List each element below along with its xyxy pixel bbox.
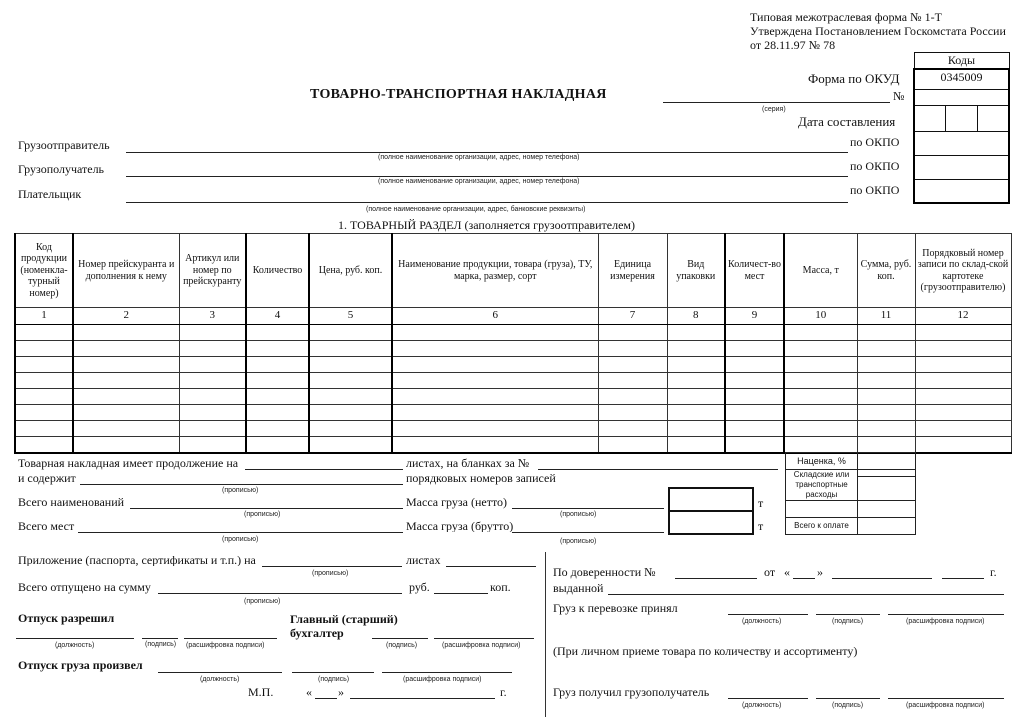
attachment-hint: (прописью): [312, 570, 349, 577]
table-cell[interactable]: [915, 421, 1011, 437]
personal-acceptance-note: (При личном приеме товара по количеству и ассортименту): [553, 644, 858, 658]
total-names-hint: (прописью): [244, 511, 281, 518]
proxy-from-label: от: [764, 565, 776, 579]
shipper-hint: (полное наименование организации, адрес, номер телефона): [378, 154, 580, 161]
table-row: [15, 357, 1011, 373]
chief-accountant-label: Главный (старший) бухгалтер: [290, 612, 398, 640]
table-row: [15, 325, 1011, 341]
accountant-decode-line[interactable]: [434, 638, 534, 639]
column-number-5: 5: [309, 308, 392, 325]
table-cell[interactable]: [857, 405, 915, 421]
number-code-cell[interactable]: [914, 89, 1009, 105]
net-mass-label: Масса груза (нетто): [406, 495, 508, 509]
column-number-6: 6: [392, 308, 598, 325]
date-label: Дата составления: [798, 114, 896, 129]
column-number-8: 8: [667, 308, 725, 325]
column-header-12: Порядковый номер записи по склад-ской картотеке (грузоотправителю): [915, 234, 1011, 308]
column-header-11: Сумма, руб. коп.: [857, 234, 915, 308]
table-cell[interactable]: [725, 357, 784, 373]
goods-table: [14, 233, 1012, 454]
form-type-line: Типовая межотраслевая форма № 1-Т: [750, 10, 942, 24]
date-month-cell[interactable]: [945, 105, 977, 131]
table-cell[interactable]: [784, 357, 857, 373]
codes-table: [913, 52, 1010, 204]
issued-label: выданной: [553, 581, 604, 595]
date-year-cell[interactable]: [978, 105, 1009, 131]
records-count-line[interactable]: [80, 484, 403, 485]
accepted-signature-line[interactable]: [816, 614, 880, 615]
accountant-decode-hint: (расшифровка подписи): [442, 642, 521, 649]
accepted-decode-line[interactable]: [888, 614, 1004, 615]
released-sum-label: Всего отпущено на сумму: [18, 580, 151, 594]
number-sign: №: [893, 89, 905, 103]
total-places-label: Всего мест: [18, 519, 75, 533]
net-mass-unit: т: [758, 496, 764, 510]
form-approval-line: Утверждена Постановлением Госкомстата России: [750, 25, 1006, 37]
stamp-label: М.П.: [248, 685, 274, 699]
table-cell[interactable]: [667, 421, 725, 437]
left-date-year: г.: [500, 685, 507, 699]
column-header-4: Количество: [246, 234, 309, 308]
records-in-words-hint: (прописью): [222, 487, 259, 494]
payment-summary-table: [785, 452, 916, 535]
left-date-quote-close: »: [338, 685, 344, 699]
gross-mass-unit: т: [758, 519, 764, 533]
table-cell[interactable]: [915, 357, 1011, 373]
proxy-quote-open: «: [784, 565, 790, 579]
table-row: [15, 437, 1011, 453]
consignee-line[interactable]: [126, 176, 848, 177]
consignee-hint: (полное наименование организации, адрес, номер телефона): [378, 178, 580, 185]
column-header-8: Вид упаковки: [667, 234, 725, 308]
table-cell[interactable]: [857, 421, 915, 437]
table-cell[interactable]: [179, 325, 246, 341]
accountant-signature-hint: (подпись): [386, 642, 418, 649]
markup-label: Наценка, %: [786, 453, 858, 470]
table-cell[interactable]: [725, 373, 784, 389]
proxy-year-label: г.: [990, 565, 997, 579]
okud-label: Форма по ОКУД: [808, 71, 900, 86]
table-cell[interactable]: [73, 341, 179, 357]
net-mass-line[interactable]: [512, 508, 664, 509]
release-made-decode-line[interactable]: [382, 672, 512, 673]
attachment-label: Приложение (паспорта, сертификаты и т.п.) на: [18, 554, 256, 566]
table-cell[interactable]: [246, 405, 309, 421]
total-label: Всего к оплате: [786, 518, 858, 535]
table-cell[interactable]: [309, 389, 392, 405]
release-allowed-position-hint: (должность): [55, 642, 95, 649]
document-title: ТОВАРНО-ТРАНСПОРТНАЯ НАКЛАДНАЯ: [310, 87, 607, 102]
release-made-decode-hint: (расшифровка подписи): [403, 676, 482, 683]
expenses-label: Складские или транспортные расходы: [786, 470, 858, 501]
table-cell[interactable]: [179, 405, 246, 421]
expenses-value-3[interactable]: [858, 501, 916, 518]
table-cell[interactable]: [15, 421, 73, 437]
attachment-sheets-label: листах: [406, 553, 441, 567]
column-number-2: 2: [73, 308, 179, 325]
rub-label: руб.: [409, 580, 430, 594]
released-sum-line[interactable]: [158, 593, 402, 594]
table-cell[interactable]: [598, 325, 667, 341]
table-cell[interactable]: [667, 405, 725, 421]
table-cell[interactable]: [309, 357, 392, 373]
gross-mass-box[interactable]: [669, 511, 753, 534]
table-cell[interactable]: [246, 325, 309, 341]
table-cell[interactable]: [392, 325, 598, 341]
attachment-extra-line[interactable]: [446, 566, 536, 567]
release-allowed-position-line[interactable]: [16, 638, 134, 639]
table-cell[interactable]: [179, 357, 246, 373]
table-row: [15, 421, 1011, 437]
proxy-number-line[interactable]: [675, 578, 757, 579]
column-header-2: Номер прейскуранта и дополнения к нему: [73, 234, 179, 308]
received-signature-hint: (подпись): [832, 702, 864, 709]
table-cell[interactable]: [15, 357, 73, 373]
gross-mass-line[interactable]: [512, 532, 664, 533]
table-cell[interactable]: [857, 437, 915, 453]
column-header-5: Цена, руб. коп.: [309, 234, 392, 308]
received-position-line[interactable]: [728, 698, 808, 699]
attachment-sheets-line[interactable]: [262, 566, 402, 567]
table-cell[interactable]: [392, 389, 598, 405]
table-cell[interactable]: [725, 421, 784, 437]
table-cell[interactable]: [857, 389, 915, 405]
release-made-signature-line[interactable]: [292, 672, 374, 673]
table-cell[interactable]: [915, 341, 1011, 357]
table-cell[interactable]: [598, 357, 667, 373]
column-header-7: Единица измерения: [598, 234, 667, 308]
column-number-12: 12: [915, 308, 1011, 325]
table-cell[interactable]: [73, 405, 179, 421]
column-header-1: Код продукции (номенкла-турный номер): [15, 234, 73, 308]
table-cell[interactable]: [725, 405, 784, 421]
sheets-forms-label: листах, на бланках за №: [406, 456, 530, 470]
table-cell[interactable]: [667, 341, 725, 357]
table-cell[interactable]: [392, 341, 598, 357]
column-number-3: 3: [179, 308, 246, 325]
table-cell[interactable]: [73, 373, 179, 389]
series-hint: (серия): [762, 106, 786, 113]
accepted-signature-hint: (подпись): [832, 618, 864, 625]
payer-hint: (полное наименование организации, адрес, банковские реквизиты): [366, 206, 586, 213]
table-cell[interactable]: [915, 437, 1011, 453]
proxy-quote-close: »: [817, 565, 823, 579]
table-cell[interactable]: [598, 341, 667, 357]
table-cell[interactable]: [725, 437, 784, 453]
table-cell[interactable]: [915, 405, 1011, 421]
received-decode-hint: (расшифровка подписи): [906, 702, 985, 709]
table-cell[interactable]: [392, 357, 598, 373]
table-cell[interactable]: [179, 421, 246, 437]
table-cell[interactable]: [667, 373, 725, 389]
total-value[interactable]: [858, 518, 916, 535]
contains-label: и содержит: [18, 471, 76, 485]
table-cell[interactable]: [309, 421, 392, 437]
table-cell[interactable]: [392, 437, 598, 453]
release-allowed-signature-hint: (подпись): [145, 641, 177, 648]
series-number-line[interactable]: [663, 102, 890, 103]
table-cell[interactable]: [246, 341, 309, 357]
table-cell[interactable]: [15, 373, 73, 389]
release-made-signature-hint: (подпись): [318, 676, 350, 683]
table-cell[interactable]: [15, 325, 73, 341]
table-cell[interactable]: [246, 437, 309, 453]
column-number-10: 10: [784, 308, 857, 325]
column-header-3: Артикул или номер по прейскуранту: [179, 234, 246, 308]
table-cell[interactable]: [784, 421, 857, 437]
accepted-position-line[interactable]: [728, 614, 808, 615]
payer-okpo-cell[interactable]: [914, 179, 1009, 203]
consignee-okpo-cell[interactable]: [914, 155, 1009, 179]
table-cell[interactable]: [857, 325, 915, 341]
table-cell[interactable]: [179, 341, 246, 357]
cargo-received-label: Груз получил грузополучатель: [553, 685, 710, 699]
left-date-month-line[interactable]: [350, 698, 495, 699]
net-mass-box[interactable]: [669, 488, 753, 511]
table-cell[interactable]: [784, 389, 857, 405]
release-allowed-decode-line[interactable]: [184, 638, 277, 639]
column-number-9: 9: [725, 308, 784, 325]
mass-boxes: [668, 487, 754, 535]
accountant-signature-line[interactable]: [372, 638, 428, 639]
table-cell[interactable]: [667, 437, 725, 453]
total-names-line[interactable]: [130, 508, 403, 509]
table-cell[interactable]: [784, 325, 857, 341]
shipper-line[interactable]: [126, 152, 848, 153]
expenses-value-1[interactable]: [858, 470, 916, 477]
serial-records-label: порядковых номеров записей: [406, 471, 556, 485]
table-cell[interactable]: [179, 389, 246, 405]
expenses-row-3: [786, 501, 858, 518]
consignee-label: Грузополучатель: [18, 162, 105, 176]
forms-number-line[interactable]: [538, 469, 778, 470]
column-header-6: Наименование продукции, товара (груза), ТУ, марка, размер, сорт: [392, 234, 598, 308]
released-sum-hint: (прописью): [244, 598, 281, 605]
gross-mass-label: Масса груза (брутто): [406, 520, 513, 532]
table-cell[interactable]: [598, 405, 667, 421]
okud-code: 0345009: [914, 69, 1009, 89]
cargo-accepted-label: Груз к перевозке принял: [553, 601, 678, 615]
form-date-line: от 28.11.97 № 78: [750, 38, 836, 52]
table-cell[interactable]: [73, 437, 179, 453]
table-row: [15, 389, 1011, 405]
proxy-day-line[interactable]: [793, 578, 815, 579]
table-cell[interactable]: [392, 405, 598, 421]
left-date-quote-open: «: [306, 685, 312, 699]
table-cell[interactable]: [915, 373, 1011, 389]
column-number-1: 1: [15, 308, 73, 325]
column-header-10: Масса, т: [784, 234, 857, 308]
payer-label: Плательщик: [18, 187, 82, 201]
continuation-sheets-line[interactable]: [245, 469, 403, 470]
table-cell[interactable]: [309, 325, 392, 341]
received-position-hint: (должность): [742, 702, 782, 709]
table-cell[interactable]: [309, 437, 392, 453]
table-cell[interactable]: [598, 389, 667, 405]
release-allowed-label: Отпуск разрешил: [18, 611, 115, 625]
table-cell[interactable]: [725, 325, 784, 341]
table-cell[interactable]: [725, 341, 784, 357]
shipper-okpo-cell[interactable]: [914, 131, 1009, 155]
total-places-hint: (прописью): [222, 536, 259, 543]
table-cell[interactable]: [246, 357, 309, 373]
gross-mass-hint: (прописью): [560, 538, 597, 545]
expenses-value-2[interactable]: [858, 477, 916, 501]
table-cell[interactable]: [784, 341, 857, 357]
table-cell[interactable]: [598, 437, 667, 453]
table-cell[interactable]: [784, 405, 857, 421]
table-cell[interactable]: [309, 405, 392, 421]
table-cell[interactable]: [246, 373, 309, 389]
table-cell[interactable]: [73, 421, 179, 437]
table-cell[interactable]: [784, 437, 857, 453]
table-cell[interactable]: [179, 373, 246, 389]
table-cell[interactable]: [179, 437, 246, 453]
payer-okpo-label: по ОКПО: [850, 183, 900, 197]
consignee-okpo-label: по ОКПО: [850, 159, 900, 173]
total-names-label: Всего наименований: [18, 495, 125, 509]
release-made-label: Отпуск груза произвел: [18, 658, 143, 672]
shipper-label: Грузоотправитель: [18, 138, 110, 152]
proxy-month-line[interactable]: [832, 578, 932, 579]
total-places-line[interactable]: [78, 532, 403, 533]
table-cell[interactable]: [15, 389, 73, 405]
release-allowed-signature-line[interactable]: [142, 638, 178, 639]
column-header-9: Количест-во мест: [725, 234, 784, 308]
left-date-day-line[interactable]: [315, 698, 337, 699]
table-cell[interactable]: [857, 357, 915, 373]
table-cell[interactable]: [667, 357, 725, 373]
column-number-11: 11: [857, 308, 915, 325]
kop-label: коп.: [490, 580, 511, 594]
net-mass-hint: (прописью): [560, 511, 597, 518]
received-decode-line[interactable]: [888, 698, 1004, 699]
footer-divider: [545, 552, 546, 717]
table-cell[interactable]: [73, 389, 179, 405]
column-number-4: 4: [246, 308, 309, 325]
table-cell[interactable]: [667, 389, 725, 405]
table-cell[interactable]: [15, 341, 73, 357]
table-cell[interactable]: [857, 373, 915, 389]
section-title: 1. ТОВАРНЫЙ РАЗДЕЛ (заполняется грузоотправителем): [338, 218, 635, 232]
table-cell[interactable]: [392, 421, 598, 437]
accepted-decode-hint: (расшифровка подписи): [906, 618, 985, 625]
accepted-position-hint: (должность): [742, 618, 782, 625]
continuation-label: Товарная накладная имеет продолжение на: [18, 456, 239, 470]
table-cell[interactable]: [309, 341, 392, 357]
issued-line[interactable]: [608, 594, 1004, 595]
table-cell[interactable]: [73, 357, 179, 373]
table-row: [15, 405, 1011, 421]
markup-value[interactable]: [858, 453, 916, 470]
date-day-cell[interactable]: [914, 105, 945, 131]
proxy-year-line[interactable]: [942, 578, 984, 579]
release-made-position-line[interactable]: [158, 672, 282, 673]
table-row: [15, 373, 1011, 389]
kop-line[interactable]: [434, 593, 488, 594]
table-cell[interactable]: [73, 325, 179, 341]
table-cell[interactable]: [246, 389, 309, 405]
table-cell[interactable]: [915, 325, 1011, 341]
table-cell[interactable]: [667, 325, 725, 341]
release-allowed-decode-hint: (расшифровка подписи): [186, 642, 265, 649]
table-cell[interactable]: [598, 421, 667, 437]
table-row: [15, 341, 1011, 357]
release-made-position-hint: (должность): [200, 676, 240, 683]
table-cell[interactable]: [392, 373, 598, 389]
table-cell[interactable]: [598, 373, 667, 389]
proxy-label: По доверенности №: [553, 565, 656, 579]
table-cell[interactable]: [857, 341, 915, 357]
table-cell[interactable]: [246, 421, 309, 437]
column-number-7: 7: [598, 308, 667, 325]
table-cell[interactable]: [15, 437, 73, 453]
table-cell[interactable]: [784, 373, 857, 389]
codes-title: Коды: [914, 53, 1009, 70]
table-cell[interactable]: [309, 373, 392, 389]
table-cell[interactable]: [915, 389, 1011, 405]
shipper-okpo-label: по ОКПО: [850, 135, 900, 149]
received-signature-line[interactable]: [816, 698, 880, 699]
table-cell[interactable]: [15, 405, 73, 421]
payer-line[interactable]: [126, 202, 848, 203]
table-cell[interactable]: [725, 389, 784, 405]
